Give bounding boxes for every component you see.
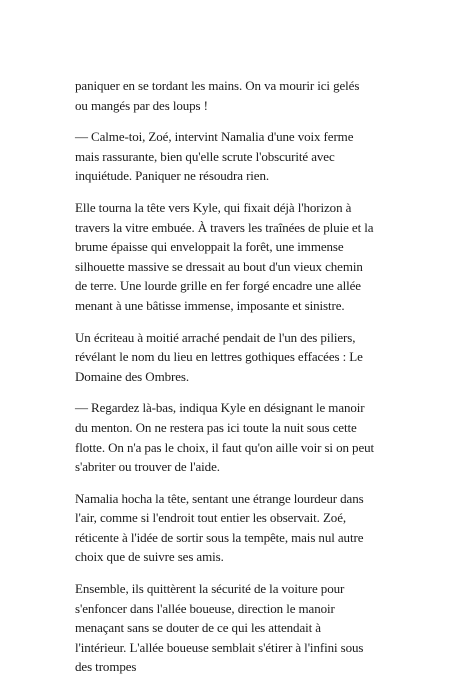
paragraph: paniquer en se tordant les mains. On va mourir ici gelés ou mangés par des loups !	[75, 78, 360, 113]
paragraph: Un écriteau à moitié arraché pendait de l'un des piliers, révélant le nom du lieu en lettres gothiques effacées : Le Domaine des Ombres.	[75, 329, 363, 384]
paragraph: — Calme-toi, Zoé, intervint Namalia d'une voix ferme mais rassurante, bien qu'elle scrute l'obscurité avec inquiétude. Paniquer ne résoudra rien.	[75, 129, 354, 184]
paragraph: Namalia hocha la tête, sentant une étrange lourdeur dans l'air, comme si l'endroit tout entier les observait. Zoé, réticente à l'idée de sortir sous la tempête, mais nul autre choix que de suivre ses amis.	[75, 490, 364, 565]
paragraph: — Regardez là-bas, indiqua Kyle en désignant le manoir du menton. On ne restera pas ici toute la nuit sous cette flotte. On n'a pas le choix, il faut qu'on aille voir si on peut s'abriter ou trouver de l'aide.	[75, 400, 375, 475]
body-text	[75, 76, 375, 689]
paragraph: Ensemble, ils quittèrent la sécurité de la voiture pour s'enfoncer dans l'allée boueuse, direction le manoir menaçant sans se douter de ce qui les attendait à l'intérieur. L'allée boueuse semblait s'étirer à l'infini sous des trompes	[75, 581, 364, 675]
paragraph: Elle tourna la tête vers Kyle, qui fixait déjà l'horizon à travers la vitre embuée. À travers les traînées de pluie et la brume épaisse qui enveloppait la forêt, une immense silhouette massive se dressait au bout d'un vieux chemin de terre. Une lourde grille en fer forgé encadre une allée menant à une bâtisse immense, imposante et sinistre.	[75, 199, 374, 313]
